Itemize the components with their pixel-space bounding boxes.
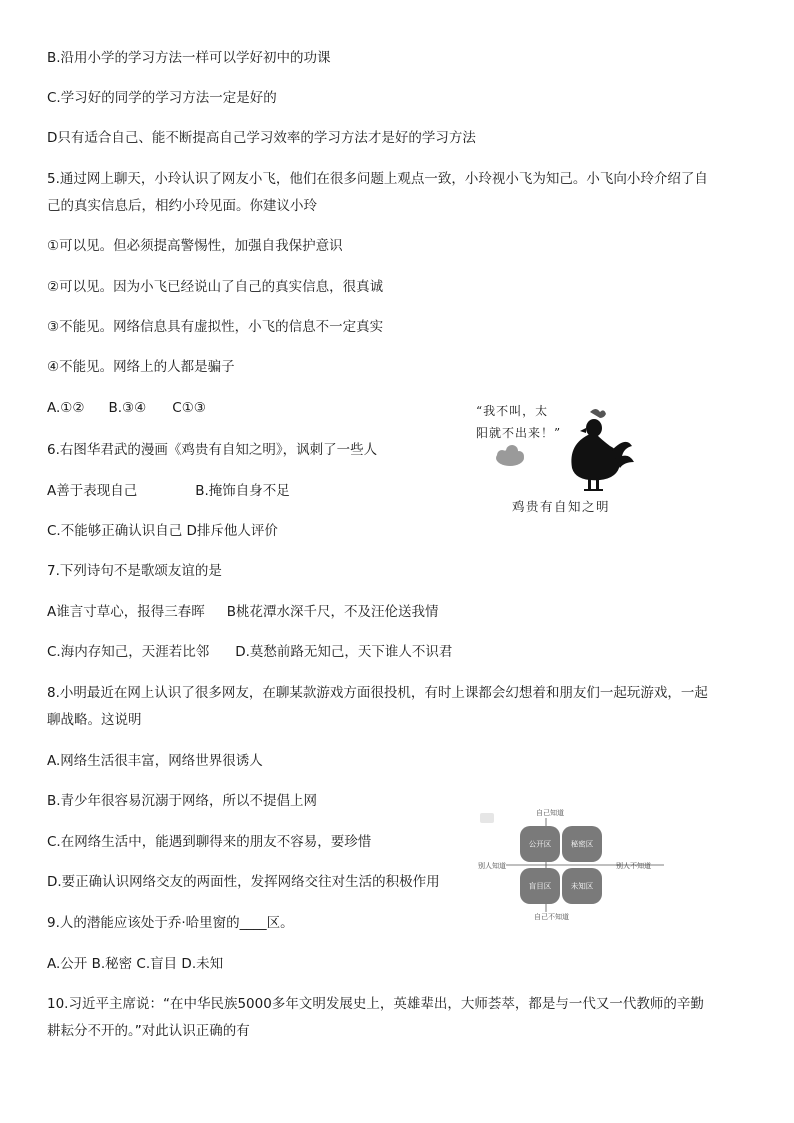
q4-option-c: C.学习好的同学的学习方法一定是好的 [47, 90, 277, 106]
rooster-illustration [462, 398, 642, 498]
johari-hidden-area [562, 826, 602, 862]
q8-stem-line1: 8.小明最近在网上认识了很多网友，在聊某款游戏方面很投机，有时上课都会幻想着和朋友们一起玩游戏，一起 [47, 685, 708, 701]
q9-options: A.公开 B.秘密 C.盲目 D.未知 [47, 956, 224, 972]
johari-blind-area [520, 868, 560, 904]
q4-option-b: B.沿用小学的学习方法一样可以学好初中的功课 [47, 50, 331, 66]
q5-stem-line1: 5.通过网上聊天，小玲认识了网友小飞，他们在很多问题上观点一致，小玲视小飞为知己。小飞向小玲介绍了自 [47, 171, 708, 187]
q5-statement-1: ①可以见。但必须提高警惕性，加强自我保护意识 [47, 238, 343, 254]
johari-window-diagram [478, 806, 688, 922]
q10-stem-line2: 耕耘分不开的。”对此认识正确的有 [47, 1023, 250, 1039]
johari-hidden-label: 秘密区 [570, 839, 594, 849]
rooster-cartoon [462, 398, 642, 518]
q4-option-d: D只有适合自己、能不断提高自己学习效率的学习方法才是好的学习方法 [47, 130, 476, 146]
sun-icon [496, 445, 524, 466]
q8-option-a: A.网络生活很丰富，网络世界很诱人 [47, 753, 263, 769]
q7-options-cd [47, 642, 452, 662]
q7-option-d: D.莫愁前路无知己，天下谁人不识君 [235, 644, 453, 660]
cartoon-caption: 鸡贵有自知之明 [512, 499, 611, 514]
johari-axes [478, 806, 688, 922]
q7-option-b: B桃花潭水深千尺，不及汪伦送我情 [226, 604, 439, 620]
q9-stem: 9.人的潜能应该处于乔·哈里窗的____区。 [47, 915, 294, 931]
q6-option-b: B.掩饰自身不足 [195, 483, 290, 499]
q5-statement-4: ④不能见。网络上的人都是骗子 [47, 359, 235, 375]
q5-option-a: A.①② [47, 400, 85, 416]
q5-statement-3: ③不能见。网络信息具有虚拟性，小飞的信息不一定真实 [47, 319, 384, 335]
johari-open-label: 公开区 [528, 839, 552, 849]
q5-statement-2: ②可以见。因为小飞已经说山了自己的真实信息，很真诚 [47, 279, 384, 295]
johari-unknown-area [562, 868, 602, 904]
johari-right-label: 别人不知道 [616, 862, 651, 870]
q7-options-ab [47, 602, 439, 622]
q5-option-c: C①③ [172, 400, 206, 416]
q8-stem-line2: 聊战略。这说明 [47, 712, 142, 728]
johari-blind-label: 盲目区 [528, 881, 552, 891]
q8-option-c: C.在网络生活中，能遇到聊得来的朋友不容易，要珍惜 [47, 834, 372, 850]
johari-top-label: 自己知道 [536, 809, 564, 817]
q6-option-a: A善于表现自己 [47, 483, 138, 499]
q6-options-ab [47, 481, 290, 501]
johari-unknown-label: 未知区 [570, 881, 594, 891]
johari-left-label: 别人知道 [478, 862, 506, 870]
q5-options [47, 398, 206, 418]
q7-stem: 7.下列诗句不是歌颂友谊的是 [47, 563, 222, 579]
q7-option-a: A谁言寸草心，报得三春晖 [47, 604, 205, 620]
q5-option-b: B.③④ [108, 400, 147, 416]
q8-option-d: D.要正确认识网络交友的两面性，发挥网络交往对生活的积极作用 [47, 874, 440, 890]
q6-options-cd: C.不能够正确认识自己 D排斥他人评价 [47, 523, 278, 539]
q6-stem: 6.右图华君武的漫画《鸡贵有自知之明》，讽刺了一些人 [47, 442, 378, 458]
johari-bottom-label: 自己不知道 [534, 913, 569, 921]
q8-option-b: B.青少年很容易沉溺于网络，所以不提倡上网 [47, 793, 318, 809]
cartoon-speech-line2: 阳就不出来！” [476, 426, 562, 440]
q5-stem-line2: 己的真实信息后，相约小玲见面。你建议小玲 [47, 198, 317, 214]
q10-stem-line1: 10.习近平主席说：“在中华民族5000多年文明发展史上，英雄辈出，大师荟萃，都是与一代又一代教师的辛勤 [47, 996, 704, 1012]
rooster-icon [571, 409, 634, 490]
johari-open-area [520, 826, 560, 862]
q7-option-c: C.海内存知己，天涯若比邻 [47, 644, 210, 660]
cartoon-speech-line1: “我不叫，太 [476, 404, 549, 418]
